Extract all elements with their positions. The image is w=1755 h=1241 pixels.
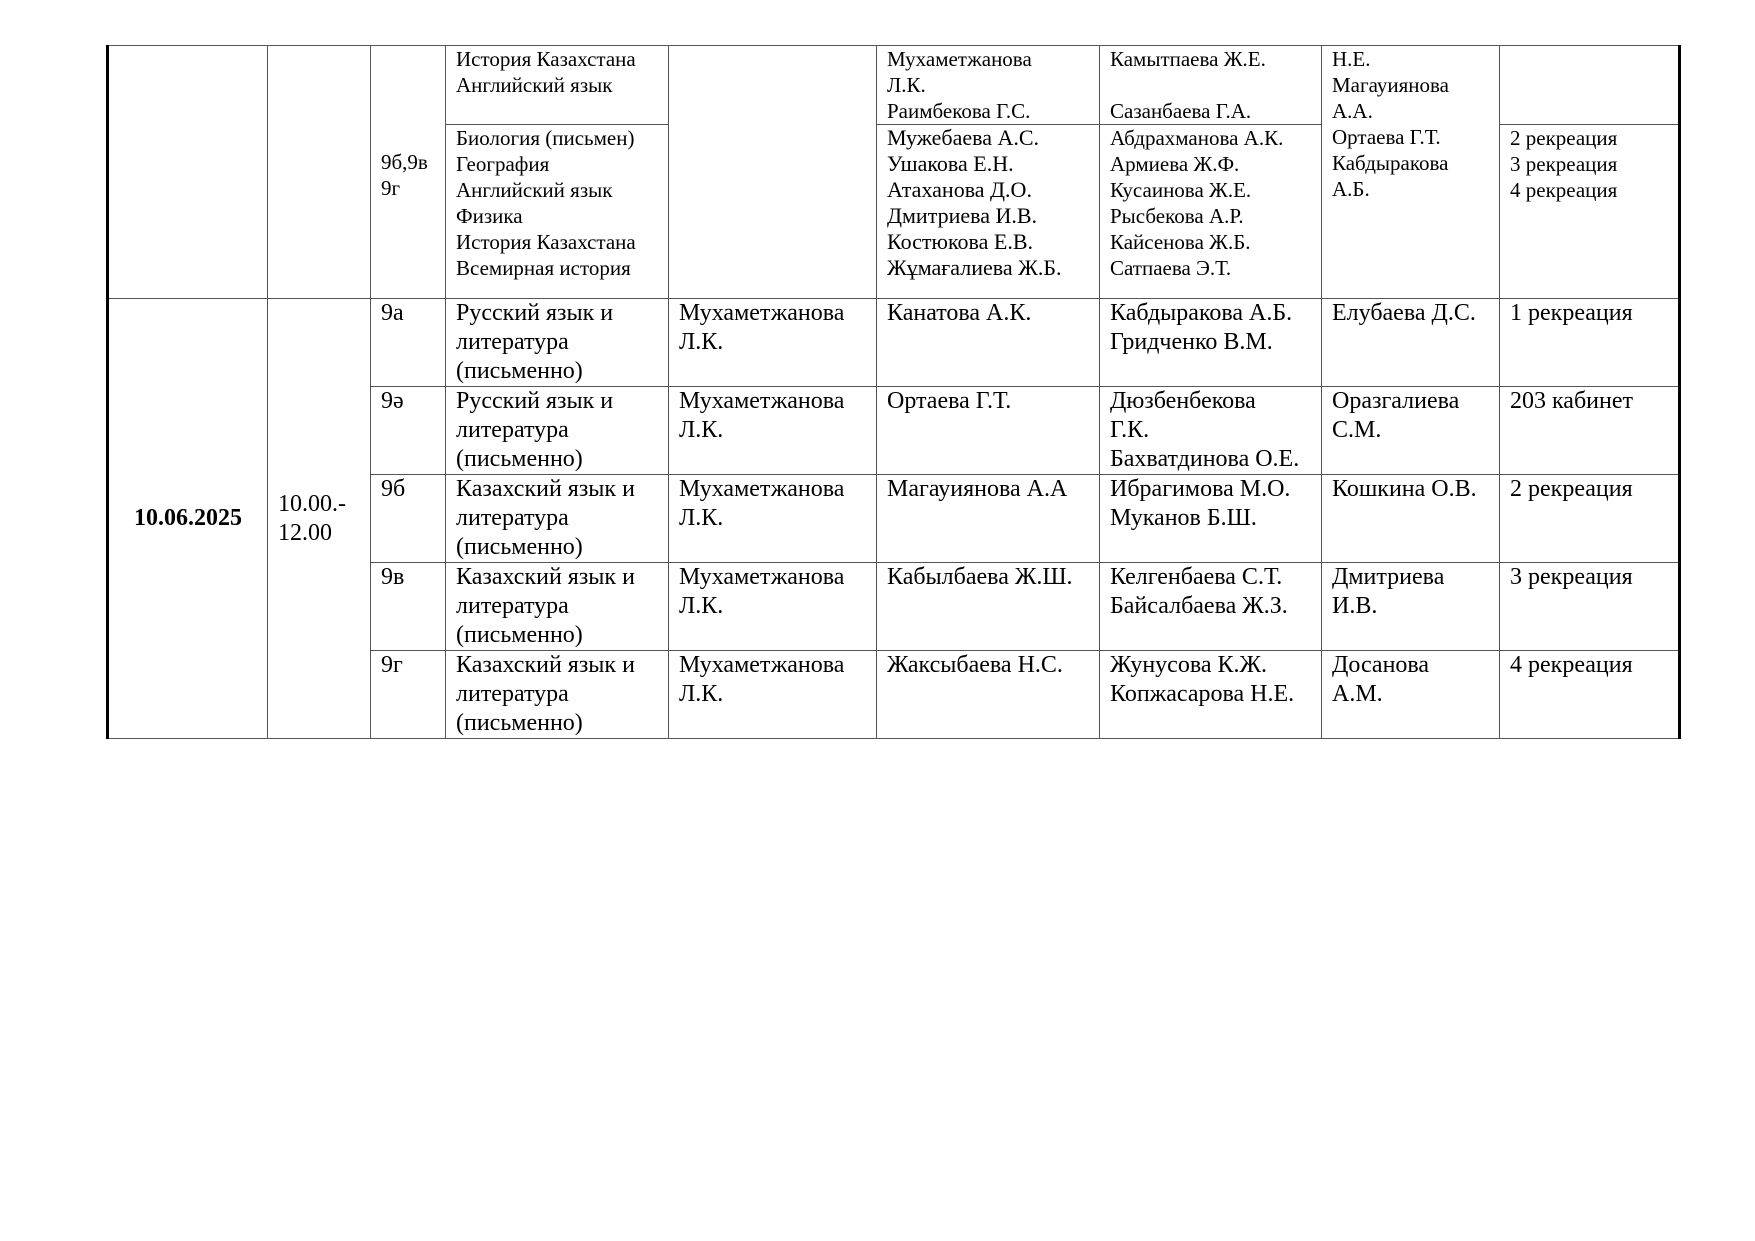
subject-line: История Казахстана xyxy=(456,230,636,254)
class-cell: 9а xyxy=(371,299,446,387)
subject-line: литература xyxy=(456,505,569,531)
chair-cell xyxy=(669,299,877,387)
subject-line: Казахский язык и xyxy=(456,476,635,502)
chair-cell xyxy=(669,475,877,563)
assistant-line: Абдрахманова А.К. xyxy=(1110,126,1284,150)
time-line: 12.00 xyxy=(278,519,332,546)
assistants-cell xyxy=(1100,563,1322,651)
subject-line: Биология (письмен) xyxy=(456,126,635,150)
chair-line: Л.К. xyxy=(679,329,724,355)
assistants-cell xyxy=(1100,125,1322,299)
assistant-line: Дюзбенбекова xyxy=(1110,388,1256,414)
class-line: 9г xyxy=(381,175,401,200)
subject-line: литература xyxy=(456,681,569,707)
chair-line: Л.К. xyxy=(679,681,724,707)
subject-line: История Казахстана xyxy=(456,47,636,71)
examiner-line: Магауиянова А.А xyxy=(887,476,1068,502)
assistant-line: Камытпаева Ж.Е. xyxy=(1110,47,1266,71)
observer-line: Магауиянова xyxy=(1332,73,1449,97)
observer-cell xyxy=(1322,475,1500,563)
subjects-cell xyxy=(446,125,669,299)
assistant-line: Жунусова К.Ж. xyxy=(1110,652,1268,678)
subject-line: литература xyxy=(456,329,569,355)
room-cell: 4 рекреация xyxy=(1500,651,1680,739)
exam-schedule-table xyxy=(106,45,1681,739)
observer-line: Н.Е. xyxy=(1332,47,1371,71)
subject-line: Русский язык и xyxy=(456,388,614,414)
subject-line: Казахский язык и xyxy=(456,652,635,678)
observer-line: Досанова xyxy=(1332,652,1430,678)
examiner-cell xyxy=(877,651,1100,739)
observer-line: С.М. xyxy=(1332,417,1382,443)
subject-line: литература xyxy=(456,417,569,443)
exam-time xyxy=(268,299,371,739)
assistants-cell xyxy=(1100,299,1322,387)
subjects-cell xyxy=(446,46,669,125)
subject-cell xyxy=(446,387,669,475)
subject-line: (письменно) xyxy=(456,622,583,648)
time-line: 10.00.- xyxy=(278,490,346,517)
assistant-line: Бахватдинова О.Е. xyxy=(1110,446,1300,472)
class-cell: 9в xyxy=(371,563,446,651)
subject-line: (письменно) xyxy=(456,446,583,472)
assistant-line: Кайсенова Ж.Б. xyxy=(1110,230,1251,254)
subject-cell xyxy=(446,299,669,387)
chair-line: Мухаметжанова xyxy=(679,564,845,590)
observer-cell xyxy=(1322,651,1500,739)
chair-line: Л.К. xyxy=(679,505,724,531)
examiner-line: Жаксыбаева Н.С. xyxy=(887,652,1063,678)
chair-line: Мухаметжанова xyxy=(679,652,845,678)
assistant-line: Кусаинова Ж.Е. xyxy=(1110,178,1252,202)
examiner-cell xyxy=(877,387,1100,475)
chair-cell xyxy=(669,387,877,475)
subject-line: литература xyxy=(456,593,569,619)
subject-line: (письменно) xyxy=(456,534,583,560)
class-cell: 9г xyxy=(371,651,446,739)
teacher-line: Ушакова Е.Н. xyxy=(887,151,1014,176)
assistant-line xyxy=(1110,72,1311,98)
room-cell: 2 рекреация xyxy=(1500,475,1680,563)
teacher-line: Жұмағалиева Ж.Б. xyxy=(887,255,1062,280)
observer-cell xyxy=(1322,299,1500,387)
teachers-cell xyxy=(877,46,1100,125)
subject-line: Английский язык xyxy=(456,73,613,97)
examiner-cell xyxy=(877,299,1100,387)
class-cell-empty xyxy=(371,46,446,125)
subject-line: География xyxy=(456,152,550,176)
teacher-line: Мужебаева А.С. xyxy=(887,125,1040,150)
teacher-line: Дмитриева И.В. xyxy=(887,203,1038,228)
class-cell: 9ә xyxy=(371,387,446,475)
observer-line: Елубаева Д.С. xyxy=(1332,300,1476,326)
table-row xyxy=(108,299,1680,387)
assistant-line: Байсалбаева Ж.З. xyxy=(1110,593,1288,619)
observer-line: Ортаева Г.Т. xyxy=(1332,125,1441,149)
assistant-line: Г.К. xyxy=(1110,417,1150,443)
rooms-cell xyxy=(1500,125,1680,299)
subject-cell xyxy=(446,651,669,739)
chair-cell xyxy=(669,563,877,651)
assistants-cell xyxy=(1100,387,1322,475)
room-cell: 3 рекреация xyxy=(1500,563,1680,651)
subject-line: Казахский язык и xyxy=(456,564,635,590)
teacher-line: Мухаметжанова xyxy=(887,47,1032,71)
subject-line: Английский язык xyxy=(456,178,613,202)
observer-line: Кошкина О.В. xyxy=(1332,476,1477,502)
chair-line: Л.К. xyxy=(679,417,724,443)
subject-line: (письменно) xyxy=(456,710,583,736)
teacher-line: Л.К. xyxy=(887,73,926,97)
teachers-cell xyxy=(877,125,1100,299)
classes-cell xyxy=(371,125,446,299)
assistant-line: Кабдыракова А.Б. xyxy=(1110,300,1293,326)
subject-line: (письменно) xyxy=(456,358,583,384)
assistant-line: Сатпаева Э.Т. xyxy=(1110,256,1232,280)
chair-line: Мухаметжанова xyxy=(679,388,845,414)
room-cell: 203 кабинет xyxy=(1500,387,1680,475)
observer-line: Дмитриева xyxy=(1332,564,1445,590)
room-line: 4 рекреация xyxy=(1510,178,1618,202)
class-line: 9б,9в xyxy=(381,149,428,174)
observer-line: Кабдыракова xyxy=(1332,151,1449,175)
room-line: 2 рекреация xyxy=(1510,126,1618,150)
observer-line: А.М. xyxy=(1332,681,1383,707)
examiner-line: Ортаева Г.Т. xyxy=(887,388,1012,414)
room-line: 3 рекреация xyxy=(1510,152,1618,176)
assistant-line: Армиева Ж.Ф. xyxy=(1110,152,1240,176)
subject-line: Всемирная история xyxy=(456,256,631,280)
exam-date: 10.06.2025 xyxy=(108,299,268,739)
subject-line: Физика xyxy=(456,204,523,228)
subject-cell xyxy=(446,475,669,563)
assistants-cell xyxy=(1100,475,1322,563)
teacher-line: Атаханова Д.О. xyxy=(887,177,1032,202)
observer-line: Оразгалиева xyxy=(1332,388,1460,414)
room-cell-empty xyxy=(1500,46,1680,125)
observer-cell xyxy=(1322,387,1500,475)
assistant-line: Рысбекова А.Р. xyxy=(1110,204,1244,228)
subject-line: Русский язык и xyxy=(456,300,614,326)
teacher-line: Раимбекова Г.С. xyxy=(887,99,1031,123)
time-cell-empty xyxy=(268,46,371,299)
chair-line: Мухаметжанова xyxy=(679,300,845,326)
assistant-line: Копжасарова Н.Е. xyxy=(1110,681,1295,707)
subject-cell xyxy=(446,563,669,651)
chair-cell xyxy=(669,651,877,739)
examiner-line: Канатова А.К. xyxy=(887,300,1032,326)
observer-line: И.В. xyxy=(1332,593,1378,619)
room-cell: 1 рекреация xyxy=(1500,299,1680,387)
observers-cell xyxy=(1322,46,1500,299)
assistant-line: Ибрагимова М.О. xyxy=(1110,476,1291,502)
assistants-cell xyxy=(1100,46,1322,125)
date-cell-empty xyxy=(108,46,268,299)
assistant-line: Сазанбаева Г.А. xyxy=(1110,99,1252,123)
assistant-line: Муканов Б.Ш. xyxy=(1110,505,1257,531)
observer-line: А.Б. xyxy=(1332,177,1370,201)
teacher-line: Костюкова Е.В. xyxy=(887,229,1033,254)
observer-line: А.А. xyxy=(1332,99,1373,123)
table-row xyxy=(108,46,1680,125)
examiner-line: Кабылбаева Ж.Ш. xyxy=(887,564,1073,590)
assistant-line: Гридченко В.М. xyxy=(1110,329,1273,355)
assistant-line: Келгенбаева С.Т. xyxy=(1110,564,1283,590)
class-cell: 9б xyxy=(371,475,446,563)
examiner-cell xyxy=(877,475,1100,563)
assistants-cell xyxy=(1100,651,1322,739)
chair-cell-empty xyxy=(669,46,877,299)
examiner-cell xyxy=(877,563,1100,651)
observer-cell xyxy=(1322,563,1500,651)
chair-line: Л.К. xyxy=(679,593,724,619)
chair-line: Мухаметжанова xyxy=(679,476,845,502)
